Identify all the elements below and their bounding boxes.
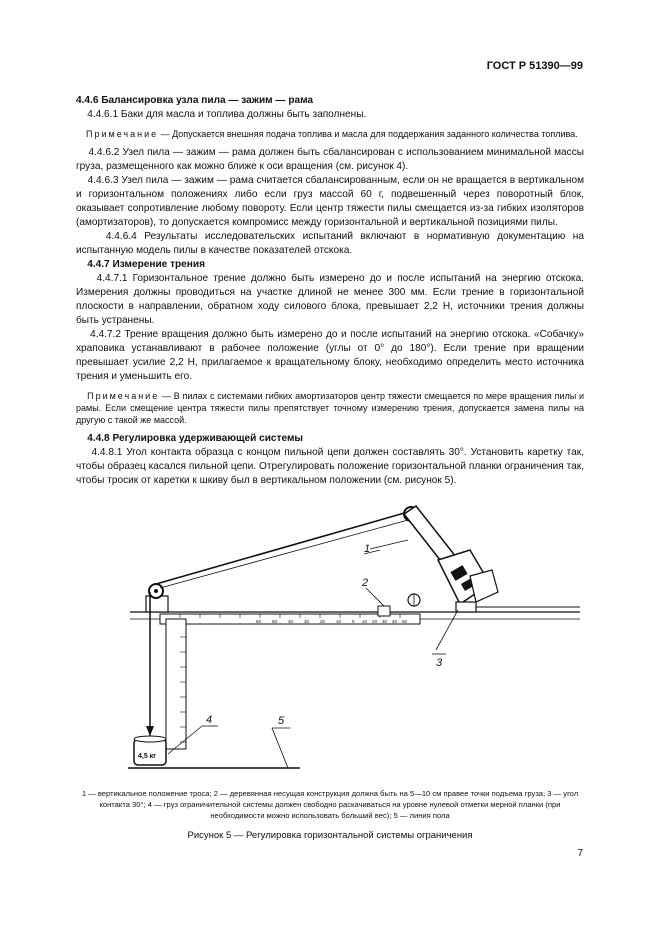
figure-title: Рисунок 5 — Регулировка горизонтальной системы ограничения <box>187 830 473 841</box>
section-heading-4-4-7: 4.4.7 Измерение трения <box>87 259 205 270</box>
weight <box>134 739 166 765</box>
svg-text:1: 1 <box>364 543 371 555</box>
top-rope <box>156 512 408 584</box>
scale-mark: 10 <box>362 619 368 624</box>
callout-5 <box>272 715 290 768</box>
scale-mark: 60 <box>256 619 262 624</box>
document-code: ГОСТ Р 51390—99 <box>486 60 583 72</box>
paragraph-4-4-7-2: 4.4.7.2 Трение вращения должно быть измерено до и после испытаний на энергию отскока. «Собачку» храповика устанавливают в рабочее положение (углы от 0° до 180°). Если трение при вращении превышает усилие 2,2 Н, прилагаемое к вращательному блоку, необходимо определить место источника трения и уменьшить его. <box>76 329 585 382</box>
scale-mark: 20 <box>372 619 378 624</box>
paragraph-4-4-6-3: 4.4.6.3 Узел пила — зажим — рама считается сбалансированным, если он не вращается в вертикальном и горизонтальном положениях либо если груз массой 60 г, подвешенный через поворотный блок, оказывает сопротивление любому повороту. Если центр тяжести пилы смещается из-за гибких изоляторов (амортизаторов), то допускается компромисс между горизонтальной и вертикальной позициями пилы. <box>76 175 585 228</box>
paragraph-4-4-8-1: 4.4.8.1 Угол контакта образца с концом пильной цепи должен составлять 30°. Установить каретку так, чтобы образец касался пильной цепи. Отрегулировать положение горизонтальной планки ограничения так, чтобы тросик от каретки к шкиву был в вертикальном положении (см. рисунок 5). <box>76 447 584 486</box>
paragraph-4-4-7-1: 4.4.7.1 Горизонтальное трение должно быть измерено до и после испытаний на энергию отскока. Измерения должны проводиться на участке длиной не менее 300 мм. Если трение в горизонтальной плоскости в направлении, обратном ходу силового блока, превышает 2,2 Н, источники трения должны быть устранены. <box>76 273 584 326</box>
note-label: Примечание <box>87 391 160 401</box>
scale-mark: 0 <box>352 619 355 624</box>
svg-text:3: 3 <box>436 657 443 669</box>
vertical-post <box>166 619 186 749</box>
scale-mark: 10 <box>336 619 342 624</box>
scale-mark: 20 <box>320 619 326 624</box>
figure-5-diagram <box>120 492 585 782</box>
scale-mark: 40 <box>288 619 294 624</box>
svg-text:5: 5 <box>278 715 285 727</box>
paragraph-4-4-6-4: 4.4.6.4 Результаты исследовательских испытаний включают в нормативную документацию на испытанную модель пилы в качестве показателей отскока. <box>76 231 584 256</box>
figure-caption: 1 — вертикальное положение троса; 2 — деревянная несущая конструкция должна быть на 5—10 см правее точки подъема груза; 3 — угол контакта 30°; 4 — груз ограничительной системы должен свободно раскачиваться на уровне нулевой отметки мерной планки (при необходимости можно использовать больший вес); 5 — линия пола <box>81 789 579 820</box>
paragraph-4-4-6-1: 4.4.6.1 Баки для масла и топлива должны быть заполнены. <box>87 109 367 120</box>
weight-label: 4,5 кг <box>138 753 157 760</box>
page-number: 7 <box>577 848 583 859</box>
note-4-4-6 <box>76 128 584 140</box>
section-heading-4-4-6: 4.4.6 Балансировка узла пила — зажим — рама <box>76 95 314 106</box>
callout-1 <box>364 540 408 555</box>
note-label: Примечание <box>86 129 159 139</box>
svg-text:2: 2 <box>362 577 369 589</box>
main-text <box>76 94 584 488</box>
scale-mark: 30 <box>382 619 388 624</box>
note-text: — Допускается внешняя подача топлива и масла для поддержания заданного количества топлива. <box>158 129 578 139</box>
scale-mark: 50 <box>402 619 408 624</box>
scale-mark: 30 <box>304 619 310 624</box>
callout-2 <box>361 577 384 606</box>
section-heading-4-4-8: 4.4.8 Регулировка удерживающей системы <box>87 433 304 444</box>
svg-text:4: 4 <box>206 714 213 726</box>
note-text: — В пилах с системами гибких амортизаторов центр тяжести смещается по мере вращения пилы и рамы. Если смещение центра тяжести пилы препятствует точному измерению трения, допускается замена пилы на другую с такой же массой. <box>76 391 585 425</box>
note-4-4-7 <box>76 390 584 426</box>
paragraph-4-4-6-2: 4.4.6.2 Узел пила — зажим — рама должен быть сбалансирован с использованием минимальной массы груза, размещенного как можно ближе к оси вращения (см. рисунок 4). <box>76 147 585 172</box>
scale-mark: 50 <box>272 619 278 624</box>
carriage <box>378 606 390 616</box>
scale-mark: 40 <box>392 619 398 624</box>
